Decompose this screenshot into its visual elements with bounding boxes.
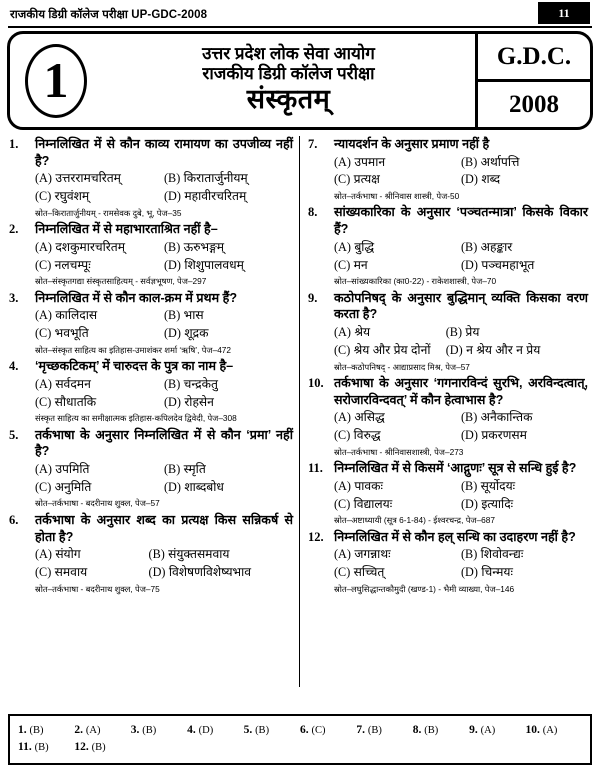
option-b-key: (B) xyxy=(164,376,181,391)
question-item xyxy=(308,136,588,203)
question-item xyxy=(9,358,293,425)
question-body xyxy=(334,460,588,527)
question-item xyxy=(9,512,293,596)
option-b-key: (B) xyxy=(461,154,478,169)
option-a-label: उपमान xyxy=(354,154,386,169)
option-d[interactable] xyxy=(164,325,293,343)
question-text: तर्कभाषा के अनुसार ‘गगनारविन्दं सुरभि, अरविन्दत्वात्, सरोजारविन्दवत्’ में कौन हेत्वाभास है? xyxy=(334,375,588,407)
exam-code: G.D.C. xyxy=(478,34,590,82)
option-b-label: संयुक्तसमवाय xyxy=(168,547,230,562)
option-b[interactable] xyxy=(164,376,293,394)
option-a-label: उत्तररामचरितम् xyxy=(55,171,121,186)
option-c[interactable] xyxy=(334,564,461,582)
answer-value: (A) xyxy=(480,724,496,736)
question-body xyxy=(334,290,588,374)
answer-value: (C) xyxy=(311,724,326,736)
option-c[interactable] xyxy=(35,564,149,582)
question-body xyxy=(35,136,293,220)
masthead-line-1: उत्तर प्रदेश लोक सेवा आयोग xyxy=(202,44,375,64)
answer-entry xyxy=(300,722,356,739)
option-b-label: प्रेय xyxy=(465,325,480,340)
option-d[interactable] xyxy=(461,564,588,582)
question-body xyxy=(334,375,588,459)
option-b-key: (B) xyxy=(164,308,181,323)
option-d-key: (D) xyxy=(164,394,181,409)
option-c-label: विद्यालयः xyxy=(353,496,393,511)
masthead xyxy=(7,31,593,130)
option-b[interactable] xyxy=(164,170,293,188)
answer-number: 3. xyxy=(130,723,140,736)
question-number: 5. xyxy=(9,427,19,442)
answer-value: (D) xyxy=(198,724,214,736)
answer-value: (B) xyxy=(34,741,49,753)
option-b-label: अर्थापत्ति xyxy=(480,154,520,169)
option-list xyxy=(35,170,293,205)
question-number: 9. xyxy=(308,290,318,305)
option-d-label: महावीरचरितम् xyxy=(184,189,247,204)
answer-entry xyxy=(74,722,130,739)
answer-value: (A) xyxy=(85,724,101,736)
option-c-label: मन xyxy=(353,257,368,272)
answer-value: (A) xyxy=(542,724,558,736)
option-d[interactable] xyxy=(461,257,588,275)
option-d[interactable] xyxy=(164,188,293,206)
option-c[interactable] xyxy=(35,394,164,412)
option-c-key: (C) xyxy=(35,564,52,579)
option-d-label: पञ्चमहाभूत xyxy=(481,257,535,272)
masthead-titles xyxy=(102,34,475,127)
option-d-label: शब्द xyxy=(481,172,501,187)
option-c-key: (C) xyxy=(35,326,52,341)
question-text: कठोपनिषद् के अनुसार बुद्धिमान् व्यक्ति किसका वरण करता है? xyxy=(334,290,588,322)
option-b-key: (B) xyxy=(461,478,478,493)
option-b[interactable] xyxy=(164,239,293,257)
option-a-label: उपमिति xyxy=(55,462,90,477)
answer-entry xyxy=(18,739,74,756)
option-b-label: भास xyxy=(183,308,204,323)
option-b[interactable] xyxy=(461,478,588,496)
option-a[interactable] xyxy=(334,324,446,342)
option-c-key: (C) xyxy=(334,342,351,357)
option-c-key: (C) xyxy=(334,564,351,579)
answer-entry xyxy=(356,722,412,739)
answer-number: 11. xyxy=(18,740,32,753)
question-number: 1. xyxy=(9,137,19,151)
question-source: स्रोत–किरातार्जुनीयम् - रामसेवक दुबे, भू, पेज–35 xyxy=(35,207,182,218)
option-a-label: जगन्नाथः xyxy=(354,547,391,562)
option-c-label: रघुवंशम् xyxy=(54,189,90,204)
option-d[interactable] xyxy=(461,427,588,445)
question-item xyxy=(308,290,588,374)
option-d-label: शिशुपालवधम् xyxy=(184,257,244,272)
option-c-label: भवभूति xyxy=(54,326,89,341)
paper-number: 1 xyxy=(25,44,87,118)
option-c-label: नलचम्पूः xyxy=(54,257,91,272)
question-number: 3. xyxy=(9,290,19,305)
masthead-exam-info xyxy=(475,34,590,127)
question-text: निम्नलिखित में से कौन काल-क्रम में प्रथम हैं? xyxy=(35,290,238,305)
option-a[interactable] xyxy=(35,461,164,479)
question-text: निम्नलिखित में से कौन हल् सन्धि का उदाहरण नहीं है? xyxy=(334,529,576,544)
option-b-label: शिवोवन्द्यः xyxy=(480,547,524,562)
question-number: 7. xyxy=(308,137,318,151)
answer-entry xyxy=(187,722,243,739)
running-head xyxy=(6,0,594,28)
option-a-key: (A) xyxy=(35,171,52,186)
option-a-label: असिद्ध xyxy=(354,410,385,425)
option-c-key: (C) xyxy=(35,479,52,494)
option-c-label: सौधातकि xyxy=(54,394,97,409)
option-c-label: अनुमिति xyxy=(54,479,92,494)
option-a-key: (A) xyxy=(334,410,351,425)
option-a-key: (A) xyxy=(35,308,52,323)
option-a-label: दशकुमारचरितम् xyxy=(55,239,125,254)
answer-entry xyxy=(469,722,525,739)
answer-value: (B) xyxy=(142,724,157,736)
question-item xyxy=(308,375,588,459)
option-c[interactable] xyxy=(334,496,461,514)
question-source: स्रोत–लघुसिद्धान्तकौमुदी (खण्ड-1) - भैमी व्याख्या, पेज–146 xyxy=(334,583,515,594)
option-b-key: (B) xyxy=(461,239,478,254)
option-a[interactable] xyxy=(35,546,149,564)
question-number: 11. xyxy=(308,461,323,476)
option-d-key: (D) xyxy=(461,172,478,187)
option-d-label: विशेषणविशेष्यभाव xyxy=(168,564,252,579)
option-c-key: (C) xyxy=(35,394,52,409)
answer-number: 1. xyxy=(18,723,27,736)
answer-value: (B) xyxy=(91,741,106,753)
option-c-label: सच्चित् xyxy=(353,564,385,579)
option-d-key: (D) xyxy=(164,189,181,204)
option-d-label: रोहसेन xyxy=(184,394,214,409)
question-text: न्यायदर्शन के अनुसार प्रमाण नहीं है xyxy=(334,137,490,151)
question-item xyxy=(9,221,293,288)
option-b-label: सूर्योदयः xyxy=(480,478,516,493)
masthead-line-2: राजकीय डिग्री कॉलेज परीक्षा xyxy=(202,64,375,84)
option-d-key: (D) xyxy=(461,496,478,511)
option-a-key: (A) xyxy=(334,547,351,562)
option-b-label: अनैकान्तिक xyxy=(480,410,533,425)
question-item xyxy=(308,529,588,596)
option-c[interactable] xyxy=(35,479,164,497)
question-body xyxy=(35,290,293,357)
option-list xyxy=(35,307,293,342)
question-body xyxy=(334,204,588,288)
option-a[interactable] xyxy=(35,376,164,394)
option-list xyxy=(35,239,293,274)
option-d[interactable] xyxy=(149,564,293,582)
option-b-key: (B) xyxy=(445,325,462,340)
answer-number: 10. xyxy=(525,723,540,736)
option-list xyxy=(334,154,588,189)
option-a-label: श्रेय xyxy=(354,325,371,340)
option-list xyxy=(334,546,588,581)
option-d-label: प्रकरणसम xyxy=(481,428,527,443)
option-d-key: (D) xyxy=(461,564,478,579)
question-item xyxy=(308,460,588,527)
option-b[interactable] xyxy=(461,409,588,427)
question-column-right xyxy=(300,136,594,687)
question-number: 10. xyxy=(308,375,324,390)
option-c-key: (C) xyxy=(334,428,351,443)
option-c-label: श्रेय और प्रेय दोनों xyxy=(353,342,431,357)
masthead-subject: संस्कृतम् xyxy=(246,84,331,115)
option-d[interactable] xyxy=(461,496,588,514)
option-b-key: (B) xyxy=(148,547,165,562)
option-c[interactable] xyxy=(334,427,461,445)
option-b[interactable] xyxy=(461,239,588,257)
option-a[interactable] xyxy=(334,239,461,257)
option-a[interactable] xyxy=(35,307,164,325)
option-a[interactable] xyxy=(334,478,461,496)
question-source: स्रोत–सांख्यकारिका (का0-22) - राकेशशास्त्री, पेज–70 xyxy=(334,276,497,287)
question-source: स्रोत–तर्कभाषा - बदरीनाथ शुक्ल, पेज–75 xyxy=(35,583,160,594)
option-list xyxy=(35,546,293,581)
option-d-label: चिन्मयः xyxy=(481,564,513,579)
option-c-key: (C) xyxy=(334,496,351,511)
running-head-title: राजकीय डिग्री कॉलेज परीक्षा UP-GDC-2008 xyxy=(10,8,208,21)
question-column-left xyxy=(6,136,300,687)
option-a-label: सर्वदमन xyxy=(55,376,91,391)
option-a-key: (A) xyxy=(334,154,351,169)
option-c[interactable] xyxy=(334,342,446,360)
option-b-label: किरातार्जुनीयम् xyxy=(183,171,248,186)
option-d-key: (D) xyxy=(461,257,478,272)
header-divider xyxy=(8,26,592,28)
question-text: ‘मृच्छकटिकम्’ में चारुदत्त के पुत्र का नाम है– xyxy=(35,359,234,374)
option-b-label: ऊरुभङ्गम् xyxy=(183,239,225,254)
question-item xyxy=(9,136,293,220)
option-d-label: शूद्रक xyxy=(184,326,209,341)
answer-key-row xyxy=(18,739,582,756)
option-d-label: शाब्दबोध xyxy=(184,479,224,494)
answer-number: 2. xyxy=(74,723,84,736)
option-b-label: स्मृति xyxy=(183,462,206,477)
answer-value: (B) xyxy=(424,724,439,736)
answer-value: (B) xyxy=(255,724,270,736)
option-d[interactable] xyxy=(461,171,588,189)
option-d-label: न श्रेय और न प्रेय xyxy=(466,342,541,357)
answer-entry xyxy=(74,739,130,756)
option-a-key: (A) xyxy=(35,239,52,254)
paper-number-container xyxy=(10,34,102,127)
option-a-key: (A) xyxy=(334,325,351,340)
option-a-key: (A) xyxy=(334,478,351,493)
answer-number: 6. xyxy=(299,723,309,736)
option-a[interactable] xyxy=(35,239,164,257)
question-item xyxy=(9,290,293,357)
question-body xyxy=(334,136,588,203)
option-c[interactable] xyxy=(334,257,461,275)
option-d-key: (D) xyxy=(445,342,463,357)
option-b-key: (B) xyxy=(461,410,478,425)
option-list xyxy=(35,461,293,496)
option-c-key: (C) xyxy=(334,172,351,187)
option-b-key: (B) xyxy=(164,239,181,254)
answer-entry xyxy=(526,722,582,739)
option-d[interactable] xyxy=(164,479,293,497)
option-d[interactable] xyxy=(446,342,588,360)
question-text: निम्नलिखित में से किसमें ‘आद्गुणः’ सूत्र से सन्धि हुई है? xyxy=(334,461,577,476)
option-list xyxy=(334,239,588,274)
option-b-key: (B) xyxy=(164,462,181,477)
option-a[interactable] xyxy=(334,409,461,427)
option-d-key: (D) xyxy=(164,257,181,272)
question-item xyxy=(9,427,293,511)
option-c[interactable] xyxy=(334,171,461,189)
answer-entry xyxy=(244,722,300,739)
option-a-key: (A) xyxy=(35,376,52,391)
option-c-label: विरुद्ध xyxy=(353,428,381,443)
option-list xyxy=(334,409,588,444)
answer-number: 4. xyxy=(187,723,196,736)
option-b[interactable] xyxy=(164,307,293,325)
option-a-key: (A) xyxy=(334,239,351,254)
question-text: निम्नलिखित में से महाभारताश्रित नहीं है– xyxy=(35,222,218,237)
option-d-key: (D) xyxy=(461,428,478,443)
option-b[interactable] xyxy=(149,546,293,564)
option-a-key: (A) xyxy=(35,462,52,477)
question-number: 12. xyxy=(308,529,324,544)
question-source: संस्कृत साहित्य का समीक्षात्मक इतिहास-कपिलदेव द्विवेदी, पेज–308 xyxy=(35,413,237,424)
question-number: 8. xyxy=(308,205,318,220)
question-columns xyxy=(6,136,594,687)
option-a-label: कालिदास xyxy=(55,308,98,323)
option-b[interactable] xyxy=(461,546,588,564)
option-a-label: पावकः xyxy=(354,478,383,493)
option-b-label: चन्द्रकेतु xyxy=(183,376,218,391)
question-source: स्रोत–संस्कृतगद्या संस्कृतसाहित्यम् - सर्वज्ञभूषण, पेज–297 xyxy=(35,276,207,287)
option-d[interactable] xyxy=(164,257,293,275)
question-number: 6. xyxy=(9,512,19,527)
option-a-label: बुद्धि xyxy=(354,239,375,254)
answer-number: 12. xyxy=(74,740,89,753)
question-item xyxy=(308,204,588,288)
question-body xyxy=(35,427,293,511)
option-b[interactable] xyxy=(461,154,588,172)
option-c-key: (C) xyxy=(35,189,52,204)
answer-number: 7. xyxy=(356,723,365,736)
option-c[interactable] xyxy=(35,257,164,275)
option-list xyxy=(334,324,588,359)
option-d-key: (D) xyxy=(164,479,181,494)
answer-key-row xyxy=(18,722,582,739)
question-source: स्रोत–तर्कभाषा - श्रीनिवास शास्त्री, पेज-50 xyxy=(334,191,460,202)
question-source: स्रोत–तर्कभाषा - श्रीनिवासशास्त्री, पेज–273 xyxy=(334,446,464,457)
answer-entry xyxy=(131,722,187,739)
option-c-label: समवाय xyxy=(54,564,88,579)
answer-value: (B) xyxy=(29,724,44,736)
question-text: निम्नलिखित में से कौन काव्य रामायण का उपजीव्य नहीं है? xyxy=(35,137,293,168)
option-d-key: (D) xyxy=(148,564,166,579)
option-a-key: (A) xyxy=(35,547,52,562)
option-c[interactable] xyxy=(35,188,164,206)
option-c-label: प्रत्यक्ष xyxy=(353,172,380,187)
option-d-key: (D) xyxy=(164,326,181,341)
question-source: स्रोत–अष्टाध्यायी (सूत्र 6-1-84) - ईश्वरचन्द्र, पेज–687 xyxy=(334,515,496,526)
question-body xyxy=(35,358,293,425)
answer-entry xyxy=(413,722,469,739)
question-text: सांख्यकारिका के अनुसार ‘पञ्चतन्मात्रा’ किसके विकार हैं? xyxy=(334,205,588,237)
option-b[interactable] xyxy=(164,461,293,479)
option-a[interactable] xyxy=(35,170,164,188)
question-source: स्रोत–कठोपनिषद् - आद्याप्रसाद मिश्र, पेज–57 xyxy=(334,361,470,372)
answer-entry xyxy=(18,722,74,739)
question-number: 2. xyxy=(9,222,19,237)
question-body xyxy=(35,221,293,288)
page-number-badge: 11 xyxy=(538,2,590,24)
answer-number: 8. xyxy=(412,723,422,736)
answer-key-box xyxy=(8,714,592,766)
question-body xyxy=(35,512,293,596)
answer-value: (B) xyxy=(367,724,382,736)
question-text: तर्कभाषा के अनुसार निम्नलिखित में से कौन ‘प्रमा’ नहीं है? xyxy=(35,427,293,459)
option-c-key: (C) xyxy=(35,257,52,272)
option-list xyxy=(334,478,588,513)
answer-number: 5. xyxy=(243,723,253,736)
option-a-label: संयोग xyxy=(55,547,81,562)
option-b-key: (B) xyxy=(164,171,181,186)
option-c-key: (C) xyxy=(334,257,351,272)
question-body xyxy=(334,529,588,596)
option-b-label: अहङ्कार xyxy=(480,239,513,254)
option-c[interactable] xyxy=(35,325,164,343)
option-a[interactable] xyxy=(334,546,461,564)
option-d[interactable] xyxy=(164,394,293,412)
exam-year: 2008 xyxy=(509,90,559,118)
option-b[interactable] xyxy=(446,324,588,342)
question-source: स्रोत–संस्कृत साहित्य का इतिहास-उमाशंकर शर्मा ‘ऋषि’, पेज–472 xyxy=(35,344,232,355)
question-number: 4. xyxy=(9,359,19,374)
option-d-label: इत्यादिः xyxy=(481,496,514,511)
question-text: तर्कभाषा के अनुसार शब्द का प्रत्यक्ष किस सन्निकर्ष से होता है? xyxy=(35,512,293,544)
question-source: स्रोत–तर्कभाषा - बदरीनाथ शुक्ल, पेज–57 xyxy=(35,498,160,509)
option-list xyxy=(35,376,293,411)
option-b-key: (B) xyxy=(461,547,478,562)
answer-number: 9. xyxy=(469,723,478,736)
option-a[interactable] xyxy=(334,154,461,172)
